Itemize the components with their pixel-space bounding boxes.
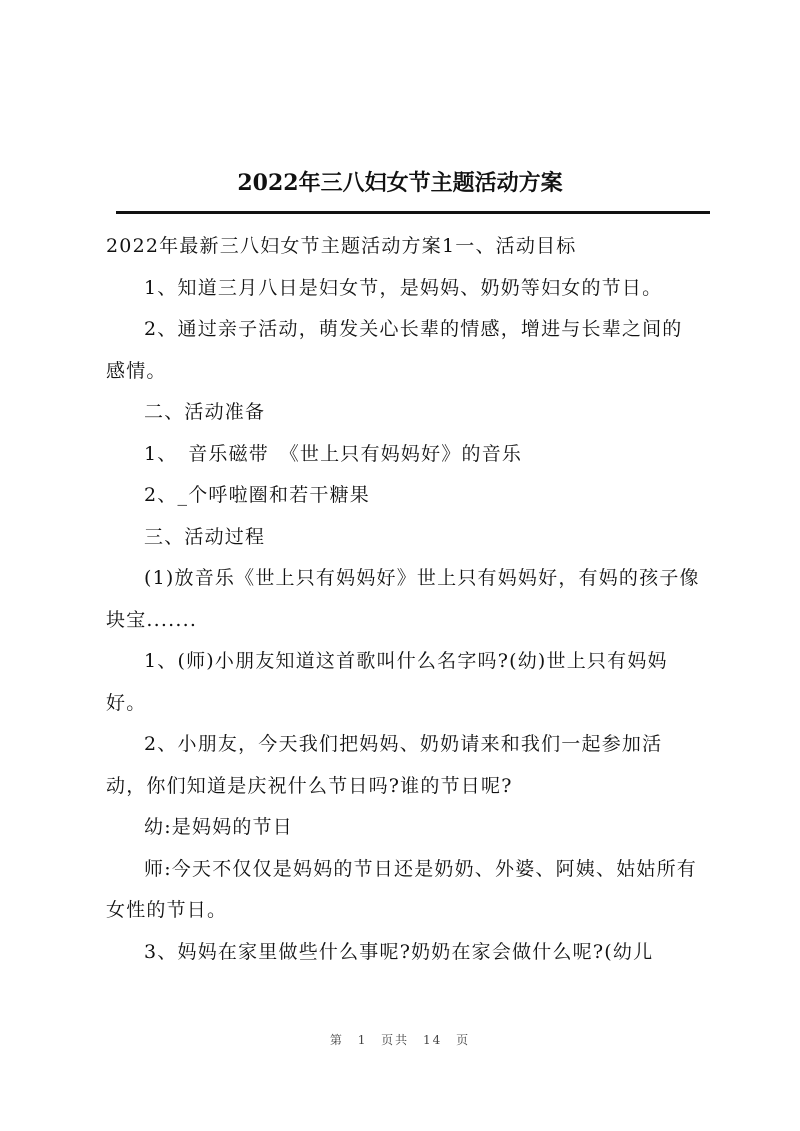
footer-page-number: 1 [357, 1033, 368, 1047]
paragraph: 2、小朋友，今天我们把妈妈、奶奶请来和我们一起参加活动，你们知道是庆祝什么节日吗?谁的节日呢? [106, 733, 663, 797]
footer-label-page: 第 [329, 1033, 344, 1047]
paragraph: 三、活动过程 [144, 525, 266, 548]
paragraph: 2022年最新三八妇女节主题活动方案1一、活动目标 [106, 235, 577, 257]
footer-label-of: 页共 [381, 1033, 410, 1047]
document-body [106, 226, 700, 973]
paragraph: 1、 音乐磁带 《世上只有妈妈好》的音乐 [144, 442, 523, 465]
paragraph: (1)放音乐《世上只有妈妈好》世上只有妈妈好，有妈的孩子像块宝....... [106, 567, 700, 631]
paragraph: 3、妈妈在家里做些什么事呢?奶奶在家会做什么呢?(幼儿 [144, 940, 654, 963]
paragraph: 2、通过亲子活动，萌发关心长辈的情感，增进与长辈之间的感情。 [106, 318, 683, 382]
footer-label-pages: 页 [456, 1033, 471, 1047]
page-footer [0, 1031, 800, 1048]
paragraph: 1、(师)小朋友知道这首歌叫什么名字吗?(幼)世上只有妈妈好。 [106, 650, 668, 714]
paragraph: 师:今天不仅仅是妈妈的节日还是奶奶、外婆、阿姨、姑姑所有女性的节日。 [106, 857, 698, 921]
paragraph: 幼:是妈妈的节日 [144, 816, 294, 838]
footer-total-pages: 14 [423, 1033, 443, 1047]
title-divider [116, 211, 710, 214]
page-title: 2022年三八妇女节主题活动方案 [237, 170, 563, 196]
paragraph: 2、_个呼啦圈和若干糖果 [144, 484, 370, 506]
paragraph: 二、活动准备 [144, 401, 266, 423]
paragraph: 1、知道三月八日是妇女节，是妈妈、奶奶等妇女的节日。 [144, 276, 663, 299]
